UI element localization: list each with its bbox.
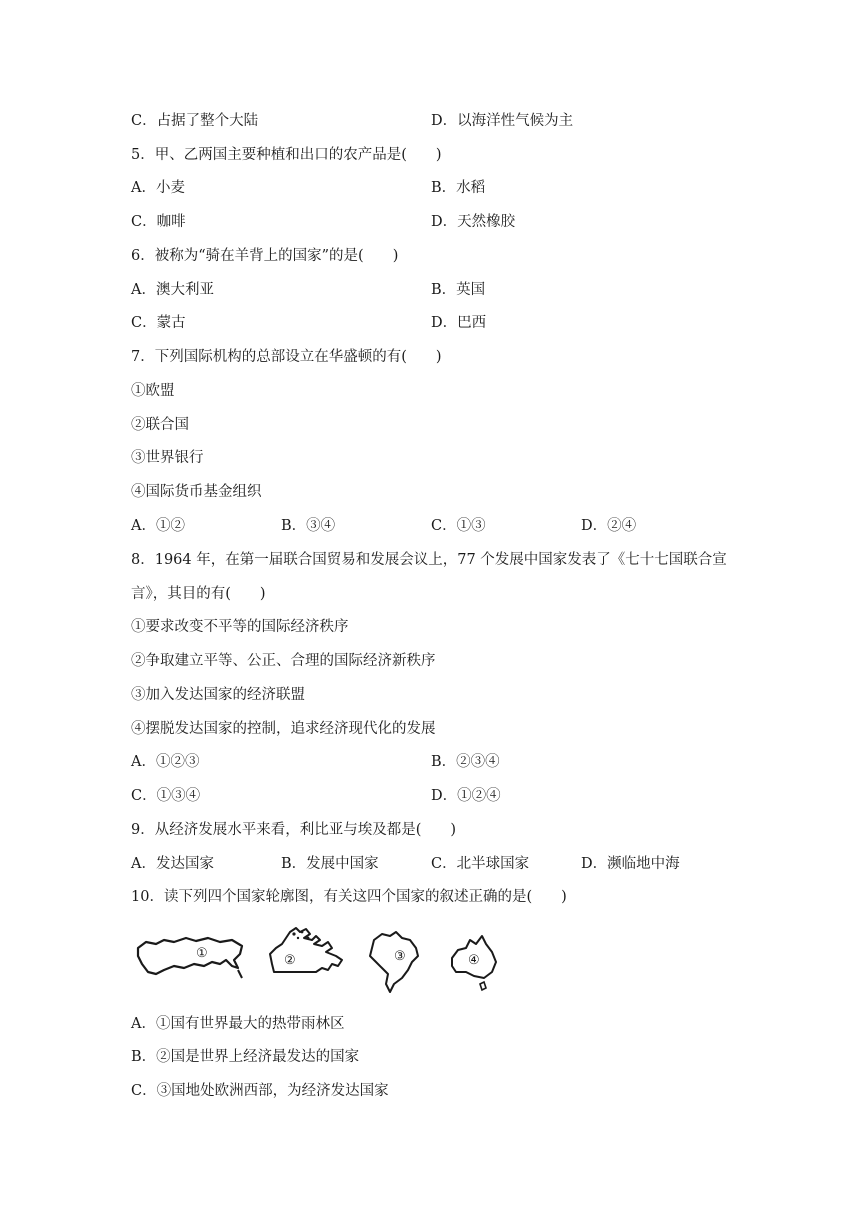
map-label: ② [284, 953, 296, 968]
map-label: ④ [468, 953, 480, 968]
q6-option-c: C．蒙古 [131, 315, 186, 331]
q6-option-b: B．英国 [431, 282, 486, 298]
q9-option-d: D．濒临地中海 [581, 856, 680, 872]
country-outline-maps [130, 926, 510, 996]
q5-option-a: A．小麦 [131, 180, 185, 196]
q6-option-a: A．澳大利亚 [131, 282, 214, 298]
q7-stem: 7．下列国际机构的总部设立在华盛顿的有( ) [131, 349, 442, 365]
q8-item: ①要求改变不平等的国际经济秩序 [131, 619, 349, 635]
q8-stem-line2: 言》，其目的有( ) [131, 586, 266, 602]
q9-stem: 9．从经济发展水平来看，利比亚与埃及都是( ) [131, 822, 457, 838]
map-label: ③ [394, 949, 406, 964]
q7-item: ④国际货币基金组织 [131, 484, 262, 500]
q7-option-a: A．①② [131, 518, 185, 534]
q8-option-b: B．②③④ [431, 754, 500, 770]
q10-stem: 10．读下列四个国家轮廓图，有关这四个国家的叙述正确的是( ) [131, 889, 567, 905]
q6-stem: 6．被称为“骑在羊背上的国家”的是( ) [131, 248, 399, 264]
country-outline-australia [448, 932, 500, 994]
q8-option-a: A．①②③ [131, 754, 200, 770]
q7-item: ③世界银行 [131, 450, 204, 466]
q8-option-d: D．①②④ [431, 788, 501, 804]
q5-stem: 5．甲、乙两国主要种植和出口的农产品是( ) [131, 147, 442, 163]
q8-stem-line1: 8．1964 年，在第一届联合国贸易和发展会议上，77 个发展中国家发表了《七十七国联合宣 [131, 552, 727, 568]
q8-option-c: C．①③④ [131, 788, 201, 804]
q8-item: ②争取建立平等、公正、合理的国际经济新秩序 [131, 653, 436, 669]
q7-option-d: D．②④ [581, 518, 637, 534]
q4-option-c: C．占据了整个大陆 [131, 113, 259, 129]
q10-option-c: C．③国地处欧洲西部，为经济发达国家 [131, 1083, 389, 1099]
country-outline-canada [266, 926, 350, 980]
q9-option-b: B．发展中国家 [281, 856, 379, 872]
q9-option-c: C．北半球国家 [431, 856, 530, 872]
q5-option-c: C．咖啡 [131, 214, 186, 230]
q5-option-b: B．水稻 [431, 180, 486, 196]
q8-item: ③加入发达国家的经济联盟 [131, 687, 305, 703]
q8-item: ④摆脱发达国家的控制，追求经济现代化的发展 [131, 721, 436, 737]
q10-option-a: A．①国有世界最大的热带雨林区 [131, 1016, 345, 1032]
q7-option-c: C．①③ [431, 518, 486, 534]
map-label: ① [196, 946, 208, 961]
q7-option-b: B．③④ [281, 518, 336, 534]
q10-option-b: B．②国是世界上经济最发达的国家 [131, 1049, 360, 1065]
q9-option-a: A．发达国家 [131, 856, 214, 872]
country-outline-brazil [366, 928, 422, 994]
q4-option-d: D．以海洋性气候为主 [431, 113, 574, 129]
q7-item: ①欧盟 [131, 383, 175, 399]
q7-item: ②联合国 [131, 417, 189, 433]
country-outline-russia [134, 932, 246, 984]
q6-option-d: D．巴西 [431, 315, 487, 331]
q5-option-d: D．天然橡胶 [431, 214, 516, 230]
